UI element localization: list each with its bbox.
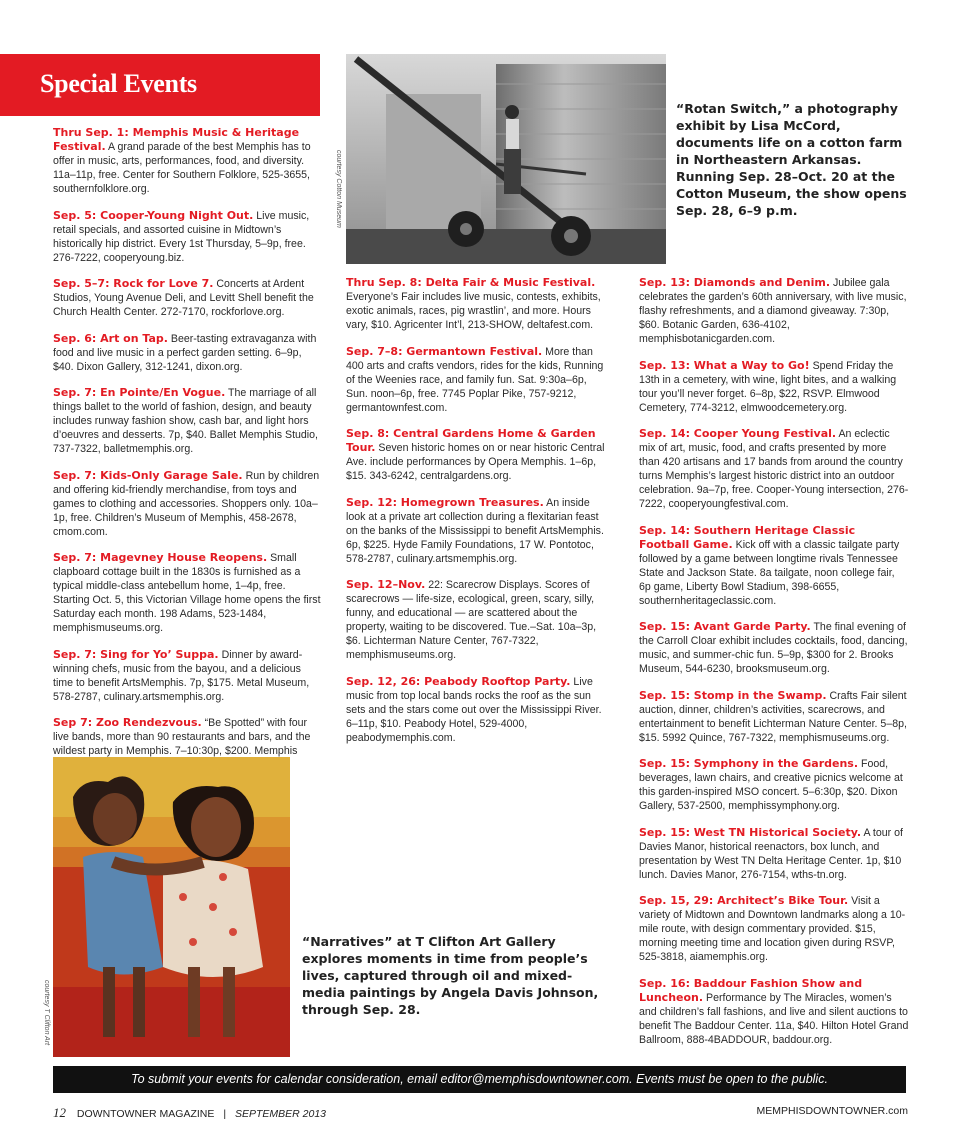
event-body: Everyone’s Fair includes live music, contests, exhibits, exotic animals, races, pig wrastlin’, and more. Hours vary, $10. Agricenter Int’l, 213-SHOW, deltafest.com.	[346, 291, 601, 331]
event-body: Dinner by award-winning chefs, music from the bayou, and a delicious time to benefit ArtsMemphis. 7p, $175. Metal Museum, 578-2787, culinary.artsmemphis.org.	[53, 648, 310, 703]
cotton-farm-photo-art	[346, 54, 666, 264]
event-item	[53, 648, 321, 704]
event-item	[53, 126, 321, 196]
event-body: An inside look at a private art collection during a flexitarian feast on the banks of the Mississippi to benefit ArtsMemphis. 6p, $225. Hyde Family Foundations, 17 W. Pontotoc, 578-2787, culinary.artsmemphis.org.	[346, 496, 604, 565]
event-item	[639, 894, 909, 964]
issue-date: SEPTEMBER 2013	[234, 1108, 327, 1120]
event-body: The marriage of all things ballet to the world of fashion, design, and beauty includes runway fashion show, cash bar, and light hors d’oeuvres and desserts. 7p, $40. Ballet Memphis Studio, 737-7322, balletmemphis.org.	[53, 387, 318, 455]
event-body: The final evening of the Carroll Cloar exhibit includes cocktails, food, dancing, music, and summer-chic fun. 5–9p, $300 for 2. Brooks Museum, 544-6230, brooksmuseum.org.	[639, 621, 908, 675]
event-body: Concerts at Ardent Studios, Young Avenue Deli, and Levitt Shell benefit the Church Health Center. 272-7170, rockforlove.org.	[53, 278, 314, 318]
event-title: Sep. 15: Symphony in the Gardens.	[639, 757, 859, 770]
event-title: Sep. 7: Magevney House Reopens.	[53, 551, 268, 564]
event-item	[346, 578, 611, 662]
page-footer-left	[53, 1105, 326, 1121]
narratives-painting-art	[53, 757, 290, 1057]
event-title: Thru Sep. 1: Memphis Music & Heritage Festival.	[53, 126, 300, 153]
event-title: Sep. 7: Kids-Only Garage Sale.	[53, 468, 243, 482]
event-body: Beer-tasting extravaganza with food and live music in a perfect garden setting. 6–9p, $40. Dixon Gallery, 312-1241, dixon.org.	[53, 332, 317, 373]
event-body: Visit a variety of Midtown and Downtown landmarks along a 10-mile route, with design commentary provided. $15, morning meeting time and location given during RSVP, 525-3818, aiamemphis.org.	[639, 895, 906, 963]
event-body: A grand parade of the best Memphis has to offer in music, arts, performances, food, and diversity. 11a–11p, free. Center for Southern Folklore, 525-3655, southernfolklore.org.	[53, 141, 311, 195]
event-body: Run by children and offering kid-friendly merchandise, from toys and games to clothing and accessories. Shoppers only. 10a–1p, free. Children’s Museum of Memphis, 458-2678, cmom.com.	[53, 469, 320, 538]
event-title: Sep. 5–7: Rock for Love 7.	[53, 277, 214, 290]
section-header	[0, 54, 320, 116]
event-title: Sep. 14: Cooper Young Festival.	[639, 427, 837, 440]
events-column-1	[53, 126, 321, 785]
event-item	[53, 469, 321, 539]
event-title: Sep. 14: Southern Heritage Classic Football Game.	[639, 523, 856, 551]
event-body: Spend Friday the 13th in a cemetery, with wine, light bites, and a walking tour you’ll never forget. 6–8p, $22, RSVP. Elmwood Cemetery, 774-3212, elmwoodcemetery.org.	[639, 359, 897, 414]
website-link[interactable]: MEMPHISDOWNTOWNER.com	[756, 1105, 908, 1117]
footer-separator: |	[223, 1108, 227, 1120]
section-title: Special Events	[40, 69, 197, 98]
event-item	[346, 427, 611, 483]
photo1-caption: “Rotan Switch,” a photography exhibit by Lisa McCord, documents life on a cotton farm in Northeastern Arkansas. Running Sep. 28–Oct. 20 at the Cotton Museum, the show opens Sep. 28, 6–9 p.m.	[676, 101, 907, 218]
event-item	[639, 689, 909, 745]
narratives-painting	[53, 757, 290, 1057]
event-title: Sep. 8: Central Gardens Home & Garden Tour.	[346, 427, 596, 454]
event-item	[639, 359, 909, 415]
event-title: Sep. 7: Sing for Yo’ Suppa.	[53, 647, 219, 661]
photo1-credit: courtesy Cotton Museum	[335, 150, 342, 228]
event-title: Sep. 15: Stomp in the Swamp.	[639, 688, 827, 702]
submission-banner: To submit your events for calendar consideration, email editor@memphisdowntowner.com. Events must be open to the public.	[53, 1066, 906, 1093]
event-body: Live music, retail specials, and assorted cuisine in Midtown’s historically hip district. Every 1st Thursday, 5–9p, free. 276-7222, cooperyoung.biz.	[53, 209, 310, 264]
event-title: Sep. 16: Baddour Fashion Show and Luncheon.	[639, 976, 863, 1004]
event-title: Sep. 7: En Pointe/En Vogue.	[53, 386, 226, 399]
event-title: Sep. 12–Nov.	[346, 578, 426, 591]
event-body: Kick off with a classic tailgate party followed by a game between longtime rivals Tennessee State and Jackson State. 8a tailgate, noon college fair, 6p game, Liberty Bowl Stadium, 398-6655, southernheritageclassic.com.	[639, 538, 900, 607]
event-body: An eclectic mix of art, music, food, and crafts presented by more than 420 artisans and 17 bands from around the country turns Memphis’s largest historic district into an outdoor celebration. 9a–7p, free. Cooper-Young intersection, 276-7222, cooperyoungfestival.com.	[639, 428, 909, 510]
event-body: Small clapboard cottage built in the 1830s is furnished as a typical middle-class antebellum home, 1–4p, free. Starting Oct. 5, this Victorian Village home opens the first Saturday each month. 198 Adams, 523-1484, memphismuseums.org.	[53, 552, 321, 634]
event-item	[639, 977, 909, 1047]
photo2-credit: courtesy T Clifton Art	[43, 980, 50, 1046]
event-item	[346, 675, 611, 745]
event-body: Jubilee gala celebrates the garden’s 60th anniversary, with live music, flashy refreshments, and a diamond giveaway. 7:30p, $60. Botanic Garden, 636-4102, memphisbotanicgarden.com.	[639, 277, 907, 345]
event-item	[53, 551, 321, 635]
event-title: Sep. 15: Avant Garde Party.	[639, 620, 811, 633]
event-title: Sep. 5: Cooper-Young Night Out.	[53, 208, 254, 222]
event-body: A tour of Davies Manor, historical reenactors, box lunch, and presentation by West TN Delta Heritage Center. 1p, $10 lunch. Davies Manor, 276-7154, wths-tn.org.	[639, 826, 903, 881]
event-title: Sep. 15, 29: Architect’s Bike Tour.	[639, 894, 849, 907]
event-item	[639, 524, 909, 608]
event-body: Crafts Fair silent auction, dinner, children’s activities, scarecrows, and entertainment to benefit Lichterman Nature Center. 5–8p, $15. 5992 Quince, 767-7322, memphismuseums.org.	[639, 689, 907, 744]
event-item	[639, 427, 909, 511]
event-item	[639, 276, 909, 346]
event-item	[346, 496, 611, 566]
event-title: Sep. 12: Homegrown Treasures.	[346, 495, 544, 509]
event-item	[53, 277, 321, 319]
event-title: Sep. 7–8: Germantown Festival.	[346, 344, 543, 358]
event-title: Sep. 15: West TN Historical Society.	[639, 825, 862, 839]
event-body: “Be Spotted” with four live bands, more than 90 restaurants and bars, and the wildest party in Memphis. 7–10:30p, $200. Memphis	[53, 717, 311, 757]
event-item	[346, 276, 611, 332]
event-item	[53, 209, 321, 265]
event-item	[639, 826, 909, 882]
event-item	[639, 620, 909, 676]
event-title: Sep. 13: Diamonds and Denim.	[639, 276, 831, 289]
event-item	[346, 345, 611, 415]
event-title: Thru Sep. 8: Delta Fair & Music Festival.	[346, 276, 596, 289]
event-body: Seven historic homes on or near historic Central Ave. include performances by Opera Memphis. 1–6p, $15. 343-6242, centralgardens.org.	[346, 442, 605, 482]
event-body: More than 400 arts and crafts vendors, rides for the kids, Running of the Weenies race, and family fun. Sat. 9:30a–6p, Sun. noon–6p, free. 7745 Poplar Pike, 757-9212, germantownfest.com.	[346, 345, 604, 414]
event-title: Sep. 12, 26: Peabody Rooftop Party.	[346, 674, 571, 688]
event-body: Performance by The Miracles, women’s and children’s fall fashions, and live and silent auctions to benefit The Baddour Center. 11a, $40. Hilton Hotel Grand Ballroom, 888-4BADDOUR, baddour.org.	[639, 991, 909, 1046]
event-item	[639, 757, 909, 813]
magazine-name: DOWNTOWNER MAGAZINE	[76, 1108, 215, 1120]
events-column-3	[639, 276, 909, 1059]
event-body: Live music from top local bands rocks the roof as the sun sets and the stars come out over the Mississippi River. 6–11p, $10. Peabody Hotel, 529-4000, peabodymemphis.com.	[346, 675, 602, 744]
event-title: Sep. 13: What a Way to Go!	[639, 358, 810, 372]
event-body: Food, beverages, lawn chairs, and creative picnics welcome at this garden-inspired MSO concert. 5–6:30p, $20. Dixon Gallery, 537-2500, memphissymphony.org.	[639, 758, 903, 812]
page-number: 12	[53, 1105, 66, 1120]
cotton-farm-photo	[346, 54, 666, 264]
events-column-2	[346, 276, 611, 757]
event-title: Sep 7: Zoo Rendezvous.	[53, 716, 202, 729]
event-body: 22: Scarecrow Displays. Scores of scarecrows — life-size, ecological, green, scary, silly, funny, and educational — are scattered about the property, waiting to be discovered. Tue.–Sat. 10a–3p, $6. Lichterman Nature Center, 767-7322, memphismuseums.org.	[346, 579, 597, 661]
event-item	[53, 332, 321, 374]
event-item	[53, 386, 321, 456]
photo2-caption: “Narratives” at T Clifton Art Gallery explores moments in time from people’s lives, captured through oil and mixed-media paintings by Angela Davis Johnson, through Sep. 28.	[302, 934, 599, 1017]
event-title: Sep. 6: Art on Tap.	[53, 331, 168, 345]
